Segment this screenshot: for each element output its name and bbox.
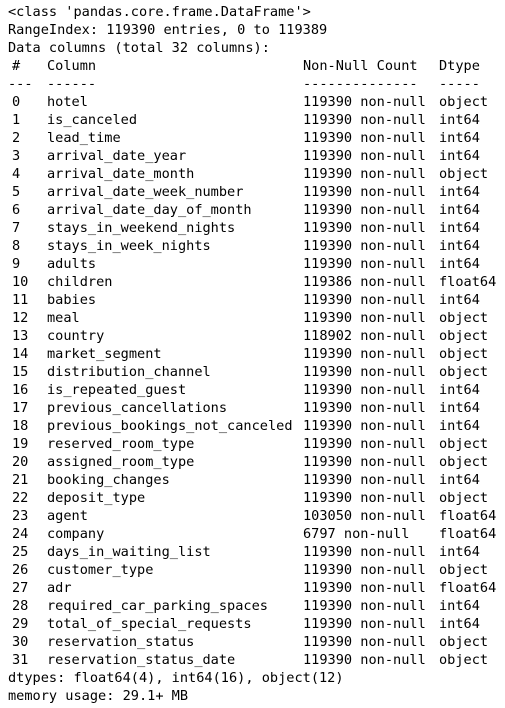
row-dtype: object [439, 364, 489, 380]
row-column-name: is_canceled [47, 112, 138, 128]
row-index: 5 [12, 184, 21, 200]
header-dtype: Dtype [439, 58, 480, 74]
row-index: 26 [12, 562, 29, 578]
row-column-name: agent [47, 508, 88, 524]
table-row [8, 597, 503, 615]
row-dtype: object [439, 454, 489, 470]
table-row [8, 435, 503, 453]
table-row [8, 543, 503, 561]
row-dtype: int64 [439, 238, 480, 254]
row-dtype: int64 [439, 184, 480, 200]
separator-index: --- [8, 76, 33, 92]
row-non-null-count: 119390 non-null [303, 652, 426, 668]
row-column-name: arrival_date_week_number [47, 184, 244, 200]
table-row [8, 651, 503, 669]
row-dtype: int64 [439, 418, 480, 434]
row-index: 6 [12, 202, 21, 218]
row-index: 10 [12, 274, 29, 290]
row-dtype: object [439, 634, 489, 650]
table-row [8, 201, 503, 219]
separator-column: ------ [47, 76, 97, 92]
row-dtype: object [439, 436, 489, 452]
table-row [8, 93, 503, 111]
table-row [8, 561, 503, 579]
table-row [8, 273, 503, 291]
table-row [8, 453, 503, 471]
row-index: 31 [12, 652, 29, 668]
row-non-null-count: 119390 non-null [303, 94, 426, 110]
row-index: 21 [12, 472, 29, 488]
row-dtype: object [439, 94, 489, 110]
row-non-null-count: 119390 non-null [303, 256, 426, 272]
row-non-null-count: 119390 non-null [303, 418, 426, 434]
row-index: 20 [12, 454, 29, 470]
row-column-name: customer_type [47, 562, 154, 578]
table-row [8, 219, 503, 237]
row-dtype: float64 [439, 508, 497, 524]
row-column-name: country [47, 328, 105, 344]
memory-usage-line: memory usage: 29.1+ MB [8, 688, 189, 704]
row-non-null-count: 119390 non-null [303, 148, 426, 164]
row-column-name: babies [47, 292, 97, 308]
table-row [8, 255, 503, 273]
row-non-null-count: 119390 non-null [303, 202, 426, 218]
row-column-name: hotel [47, 94, 88, 110]
row-column-name: adr [47, 580, 72, 596]
row-column-name: adults [47, 256, 97, 272]
row-column-name: children [47, 274, 113, 290]
row-non-null-count: 119390 non-null [303, 310, 426, 326]
row-dtype: int64 [439, 220, 480, 236]
table-row [8, 147, 503, 165]
header-column: Column [47, 58, 97, 74]
table-row [8, 489, 503, 507]
row-dtype: int64 [439, 292, 480, 308]
row-non-null-count: 119390 non-null [303, 130, 426, 146]
row-index: 9 [12, 256, 21, 272]
row-index: 25 [12, 544, 29, 560]
row-index: 1 [12, 112, 21, 128]
table-row [8, 237, 503, 255]
row-column-name: market_segment [47, 346, 162, 362]
row-dtype: int64 [439, 616, 480, 632]
table-row [8, 165, 503, 183]
row-column-name: stays_in_weekend_nights [47, 220, 236, 236]
row-column-name: arrival_date_day_of_month [47, 202, 252, 218]
row-dtype: object [439, 310, 489, 326]
column-rows [8, 93, 503, 669]
row-non-null-count: 119390 non-null [303, 490, 426, 506]
row-index: 7 [12, 220, 21, 236]
row-column-name: assigned_room_type [47, 454, 195, 470]
row-non-null-count: 119390 non-null [303, 436, 426, 452]
row-dtype: object [439, 562, 489, 578]
row-column-name: previous_bookings_not_canceled [47, 418, 293, 434]
row-column-name: required_car_parking_spaces [47, 598, 268, 614]
row-index: 18 [12, 418, 29, 434]
row-index: 19 [12, 436, 29, 452]
row-non-null-count: 119390 non-null [303, 580, 426, 596]
row-non-null-count: 119390 non-null [303, 544, 426, 560]
row-index: 29 [12, 616, 29, 632]
table-header [8, 57, 503, 75]
row-non-null-count: 119390 non-null [303, 616, 426, 632]
row-column-name: arrival_date_year [47, 148, 187, 164]
row-index: 22 [12, 490, 29, 506]
table-row [8, 363, 503, 381]
row-dtype: object [439, 166, 489, 182]
table-row [8, 381, 503, 399]
data-columns-line: Data columns (total 32 columns): [8, 40, 270, 56]
table-row [8, 471, 503, 489]
row-index: 11 [12, 292, 29, 308]
row-index: 24 [12, 526, 29, 542]
row-dtype: object [439, 490, 489, 506]
row-dtype: int64 [439, 148, 480, 164]
row-dtype: object [439, 652, 489, 668]
row-dtype: int64 [439, 112, 480, 128]
row-dtype: int64 [439, 598, 480, 614]
row-column-name: previous_cancellations [47, 400, 228, 416]
separator-dtype: ----- [439, 76, 480, 92]
row-non-null-count: 119390 non-null [303, 292, 426, 308]
table-row [8, 633, 503, 651]
row-dtype: int64 [439, 472, 480, 488]
row-column-name: reservation_status [47, 634, 195, 650]
row-column-name: booking_changes [47, 472, 170, 488]
row-non-null-count: 119390 non-null [303, 166, 426, 182]
row-non-null-count: 119390 non-null [303, 238, 426, 254]
row-dtype: object [439, 346, 489, 362]
row-index: 8 [12, 238, 21, 254]
row-non-null-count: 119390 non-null [303, 364, 426, 380]
dataframe-info-output [8, 3, 503, 705]
separator-non-null-count: -------------- [303, 76, 418, 92]
row-non-null-count: 6797 non-null [303, 526, 410, 542]
row-index: 15 [12, 364, 29, 380]
table-row [8, 525, 503, 543]
header-index: # [12, 58, 21, 74]
row-dtype: int64 [439, 202, 480, 218]
table-row [8, 399, 503, 417]
row-index: 14 [12, 346, 29, 362]
row-dtype: object [439, 328, 489, 344]
row-column-name: reserved_room_type [47, 436, 195, 452]
row-non-null-count: 103050 non-null [303, 508, 426, 524]
row-non-null-count: 119390 non-null [303, 400, 426, 416]
row-dtype: int64 [439, 382, 480, 398]
table-row [8, 579, 503, 597]
row-dtype: float64 [439, 526, 497, 542]
row-dtype: float64 [439, 274, 497, 290]
dtypes-line: dtypes: float64(4), int64(16), object(12) [8, 670, 344, 686]
row-non-null-count: 119386 non-null [303, 274, 426, 290]
table-row [8, 111, 503, 129]
row-index: 4 [12, 166, 21, 182]
table-row [8, 417, 503, 435]
table-row [8, 309, 503, 327]
row-column-name: days_in_waiting_list [47, 544, 211, 560]
row-column-name: deposit_type [47, 490, 146, 506]
row-non-null-count: 119390 non-null [303, 220, 426, 236]
table-row [8, 327, 503, 345]
header-non-null-count: Non-Null Count [303, 58, 418, 74]
table-row [8, 615, 503, 633]
row-index: 2 [12, 130, 21, 146]
table-separator [8, 75, 503, 93]
table-row [8, 507, 503, 525]
row-non-null-count: 119390 non-null [303, 634, 426, 650]
row-non-null-count: 119390 non-null [303, 454, 426, 470]
row-column-name: arrival_date_month [47, 166, 195, 182]
row-dtype: int64 [439, 256, 480, 272]
row-index: 3 [12, 148, 21, 164]
row-index: 23 [12, 508, 29, 524]
row-column-name: meal [47, 310, 80, 326]
row-non-null-count: 119390 non-null [303, 346, 426, 362]
row-non-null-count: 119390 non-null [303, 562, 426, 578]
row-non-null-count: 118902 non-null [303, 328, 426, 344]
row-non-null-count: 119390 non-null [303, 472, 426, 488]
table-row [8, 291, 503, 309]
row-column-name: distribution_channel [47, 364, 211, 380]
row-non-null-count: 119390 non-null [303, 382, 426, 398]
row-index: 13 [12, 328, 29, 344]
row-column-name: reservation_status_date [47, 652, 236, 668]
row-column-name: lead_time [47, 130, 121, 146]
row-index: 16 [12, 382, 29, 398]
row-column-name: is_repeated_guest [47, 382, 187, 398]
row-dtype: int64 [439, 544, 480, 560]
row-column-name: total_of_special_requests [47, 616, 252, 632]
row-column-name: company [47, 526, 105, 542]
row-index: 17 [12, 400, 29, 416]
row-dtype: int64 [439, 130, 480, 146]
table-row [8, 129, 503, 147]
row-index: 27 [12, 580, 29, 596]
row-dtype: int64 [439, 400, 480, 416]
row-non-null-count: 119390 non-null [303, 112, 426, 128]
row-index: 28 [12, 598, 29, 614]
row-index: 0 [12, 94, 21, 110]
table-row [8, 183, 503, 201]
row-non-null-count: 119390 non-null [303, 184, 426, 200]
row-index: 12 [12, 310, 29, 326]
row-column-name: stays_in_week_nights [47, 238, 211, 254]
table-row [8, 345, 503, 363]
row-index: 30 [12, 634, 29, 650]
class-line: <class 'pandas.core.frame.DataFrame'> [8, 4, 311, 20]
row-dtype: float64 [439, 580, 497, 596]
row-non-null-count: 119390 non-null [303, 598, 426, 614]
range-index-line: RangeIndex: 119390 entries, 0 to 119389 [8, 22, 328, 38]
